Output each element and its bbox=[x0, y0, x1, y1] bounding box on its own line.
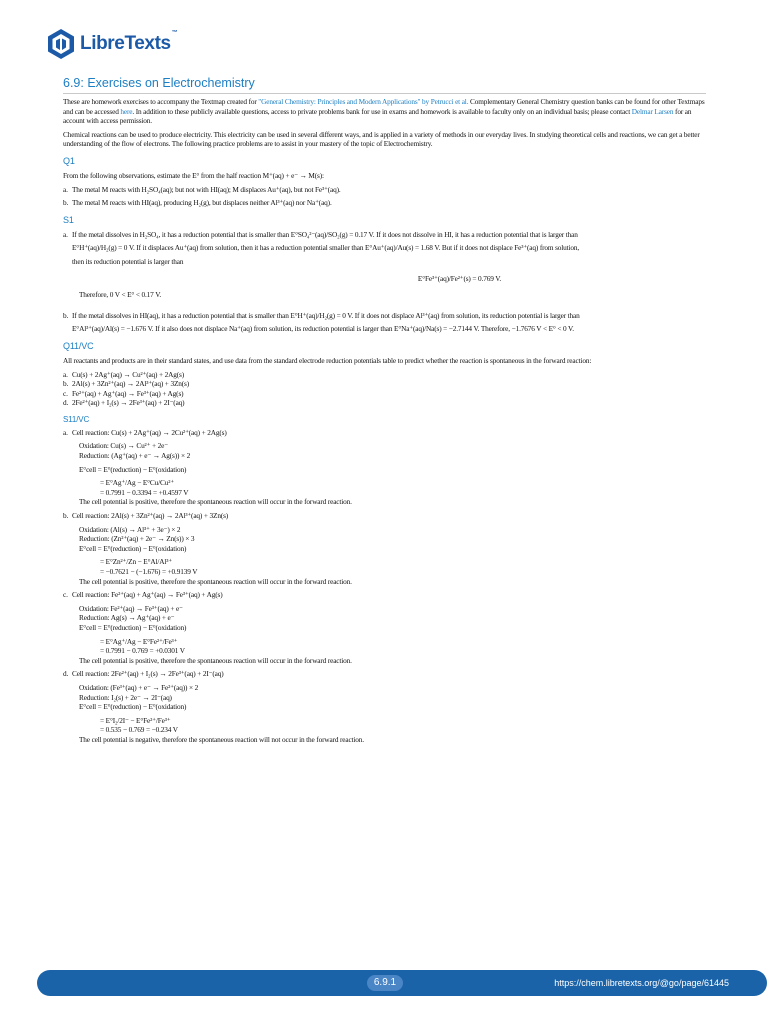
s11-heading: S11/VC bbox=[63, 414, 90, 424]
q1-heading: Q1 bbox=[63, 155, 75, 166]
s1-answer-b: b. If the metal dissolves in HI(aq), it has a reduction potential that is smaller than E°H⁺(aq)/H₂(g) = 0 V. If it does not displace Al³⁺(aq) from solution, its reduction potential is larger than E°Al³⁺(aq)/Al(s) = −1.676 V. If it also does not displace Na⁺(aq) from solution, its reduction potential is larger than E°Na⁺(aq)/Na(s) = −2.7144 V. Therefore, −1.7676 V < E° < 0 V. bbox=[63, 310, 580, 334]
s1-result-a: Therefore, 0 V < E° < 0.17 V. bbox=[79, 290, 162, 300]
s1-heading: S1 bbox=[63, 214, 74, 225]
page-footer bbox=[37, 970, 767, 996]
textbook-link[interactable]: "General Chemistry: Principles and Modern Applications" by Petrucci et al. bbox=[258, 97, 469, 106]
s11-part-a: a. Cell reaction: Cu(s) + 2Ag⁺(aq) → 2Cu²⁺(aq) + 2Ag(s) Oxidation: Cu(s) → Cu²⁺ + 2e⁻ Reduction: (Ag⁺(aq) + e⁻ → Ag(s)) × 2 E°cell = E°(reduction) − E°(oxidation) = E°Ag⁺/Ag − E°Cu/Cu²⁺ = 0.7991 − 0.3394 = +0.4597 V The cell potential is positive, therefore the spontaneous reaction will occur in the forward reaction. bbox=[63, 427, 352, 507]
question-banks-link[interactable]: here bbox=[120, 106, 133, 116]
intro-text: for an account with access permission. bbox=[63, 106, 692, 126]
contact-link[interactable]: Delmar Larsen bbox=[631, 106, 674, 116]
page-title: 6.9: Exercises on Electrochemistry bbox=[63, 76, 255, 90]
s11-part-d: d. Cell reaction: 2Fe²⁺(aq) + I₂(s) → 2Fe³⁺(aq) + 2I⁻(aq) Oxidation: (Fe³⁺(aq) + e⁻ → Fe²⁺(aq)) × 2 Reduction: I₂(s) + 2e⁻ → 2I⁻(aq) E°cell = E°(reduction) − E°(oxidation) = E°I₂/2I⁻ − E°Fe²⁺/Fe³⁺ = 0.535 − 0.769 = −0.234 V The cell potential is negative, therefore the spontaneous reaction will not occur in the forward reaction. bbox=[63, 669, 364, 744]
page-url-link[interactable]: https://chem.libretexts.org/@go/page/61445 bbox=[554, 978, 729, 988]
s11-part-b: b. Cell reaction: 2Al(s) + 3Zn²⁺(aq) → 2Al³⁺(aq) + 3Zn(s) Oxidation: (Al(s) → Al³⁺ + 3e⁻) × 2 Reduction: (Zn²⁺(aq) + 2e⁻ → Zn(s)) × 3 E°cell = E°(reduction) − E°(oxidation) = E°Zn²⁺/Zn − E°Al/Al³⁺ = −0.7621 − (−1.676) = +0.9139 V The cell potential is positive, therefore the spontaneous reaction will occur in the forward reaction. bbox=[63, 511, 352, 586]
page-number-badge: 6.9.1 bbox=[367, 975, 403, 991]
brand-name: LibreTexts™ bbox=[80, 30, 178, 54]
q1-item-b: b. The metal M reacts with HI(aq), producing H₂(g), but displaces neither Al³⁺(aq) nor Na⁺(aq). bbox=[63, 198, 332, 208]
q11-item-b: b. 2Al(s) + 3Zn²⁺(aq) → 2Al³⁺(aq) + 3Zn(s) bbox=[63, 379, 189, 389]
title-divider bbox=[63, 93, 706, 94]
intro-text: . In addition to these publicly available questions, access to private problems bank for use in exams and homework is available to faculty only on an individual basis; please contact bbox=[132, 106, 632, 116]
q11-heading: Q11/VC bbox=[63, 340, 94, 351]
intro-paragraph-2: Chemical reactions can be used to produce electricity. This electricity can be used in several different ways, and is applied in a variety of methods in our everyday lives. In studying theoretical cells and reactions, we can get a better understanding of the flow of electrons. The following practice problems are to assist in your mastery of the topic of Electrochemistry. bbox=[63, 129, 700, 149]
q11-prompt: All reactants and products are in their standard states, and use data from the standard electrode reduction potentials table to predict whether the reaction is spontaneous in the forward reaction: bbox=[63, 355, 592, 365]
s11-part-c: c. Cell reaction: Fe²⁺(aq) + Ag⁺(aq) → Fe³⁺(aq) + Ag(s) Oxidation: Fe²⁺(aq) → Fe³⁺(aq) + e⁻ Reduction: Ag(s) → Ag⁺(aq) + e⁻ E°cell = E°(reduction) − E°(oxidation) = E°Ag⁺/Ag − E°Fe²⁺/Fe³⁺ = 0.7991 − 0.769 = +0.0301 V The cell potential is positive, therefore the spontaneous reaction will occur in the forward reaction. bbox=[63, 590, 352, 665]
s1-equation: E°Fe³⁺(aq)/Fe²⁺(s) = 0.769 V. bbox=[417, 273, 502, 283]
intro-text: These are homework exercises to accompany the Textmap created for bbox=[63, 97, 259, 106]
q11-item-c: c. Fe²⁺(aq) + Ag⁺(aq) → Fe³⁺(aq) + Ag(s) bbox=[63, 388, 184, 398]
q1-item-a: a. The metal M reacts with H₂SO₄(aq); but not with HI(aq); M displaces Au⁺(aq), but not Fe³⁺(aq). bbox=[63, 184, 341, 194]
libretexts-logo-icon bbox=[47, 28, 75, 60]
intro-text: Complementary General Chemistry question banks can be found for other Textmaps and can be accessed bbox=[63, 97, 705, 116]
s1-answer-a: a. If the metal dissolves in H₂SO₄, it has a reduction potential that is smaller than E°SO₄²⁻(aq)/SO₂(g) = 0.17 V. If it does not dissolve in HI, it has a reduction potential that is larger than E°H⁺(aq)/H₂(g) = 0 V. If it displaces Au⁺(aq) from solution, then it has a reduction potential smaller than E°Au⁺(aq)/Au(s) = 1.68 V. But if it does not displace Fe³⁺(aq) from solution, then its reduction potential is larger than bbox=[63, 229, 580, 266]
q11-item-a: a. Cu(s) + 2Ag⁺(aq) → Cu²⁺(aq) + 2Ag(s) bbox=[63, 369, 185, 379]
page-content bbox=[63, 97, 706, 745]
intro-paragraph-1 bbox=[63, 97, 706, 126]
libretexts-logo[interactable] bbox=[47, 24, 177, 64]
q11-item-d: d. 2Fe²⁺(aq) + I₂(s) → 2Fe³⁺(aq) + 2I⁻(aq) bbox=[63, 398, 185, 408]
q1-prompt: From the following observations, estimate the E° from the half reaction M⁺(aq) + e⁻ → M(s): bbox=[63, 170, 324, 180]
